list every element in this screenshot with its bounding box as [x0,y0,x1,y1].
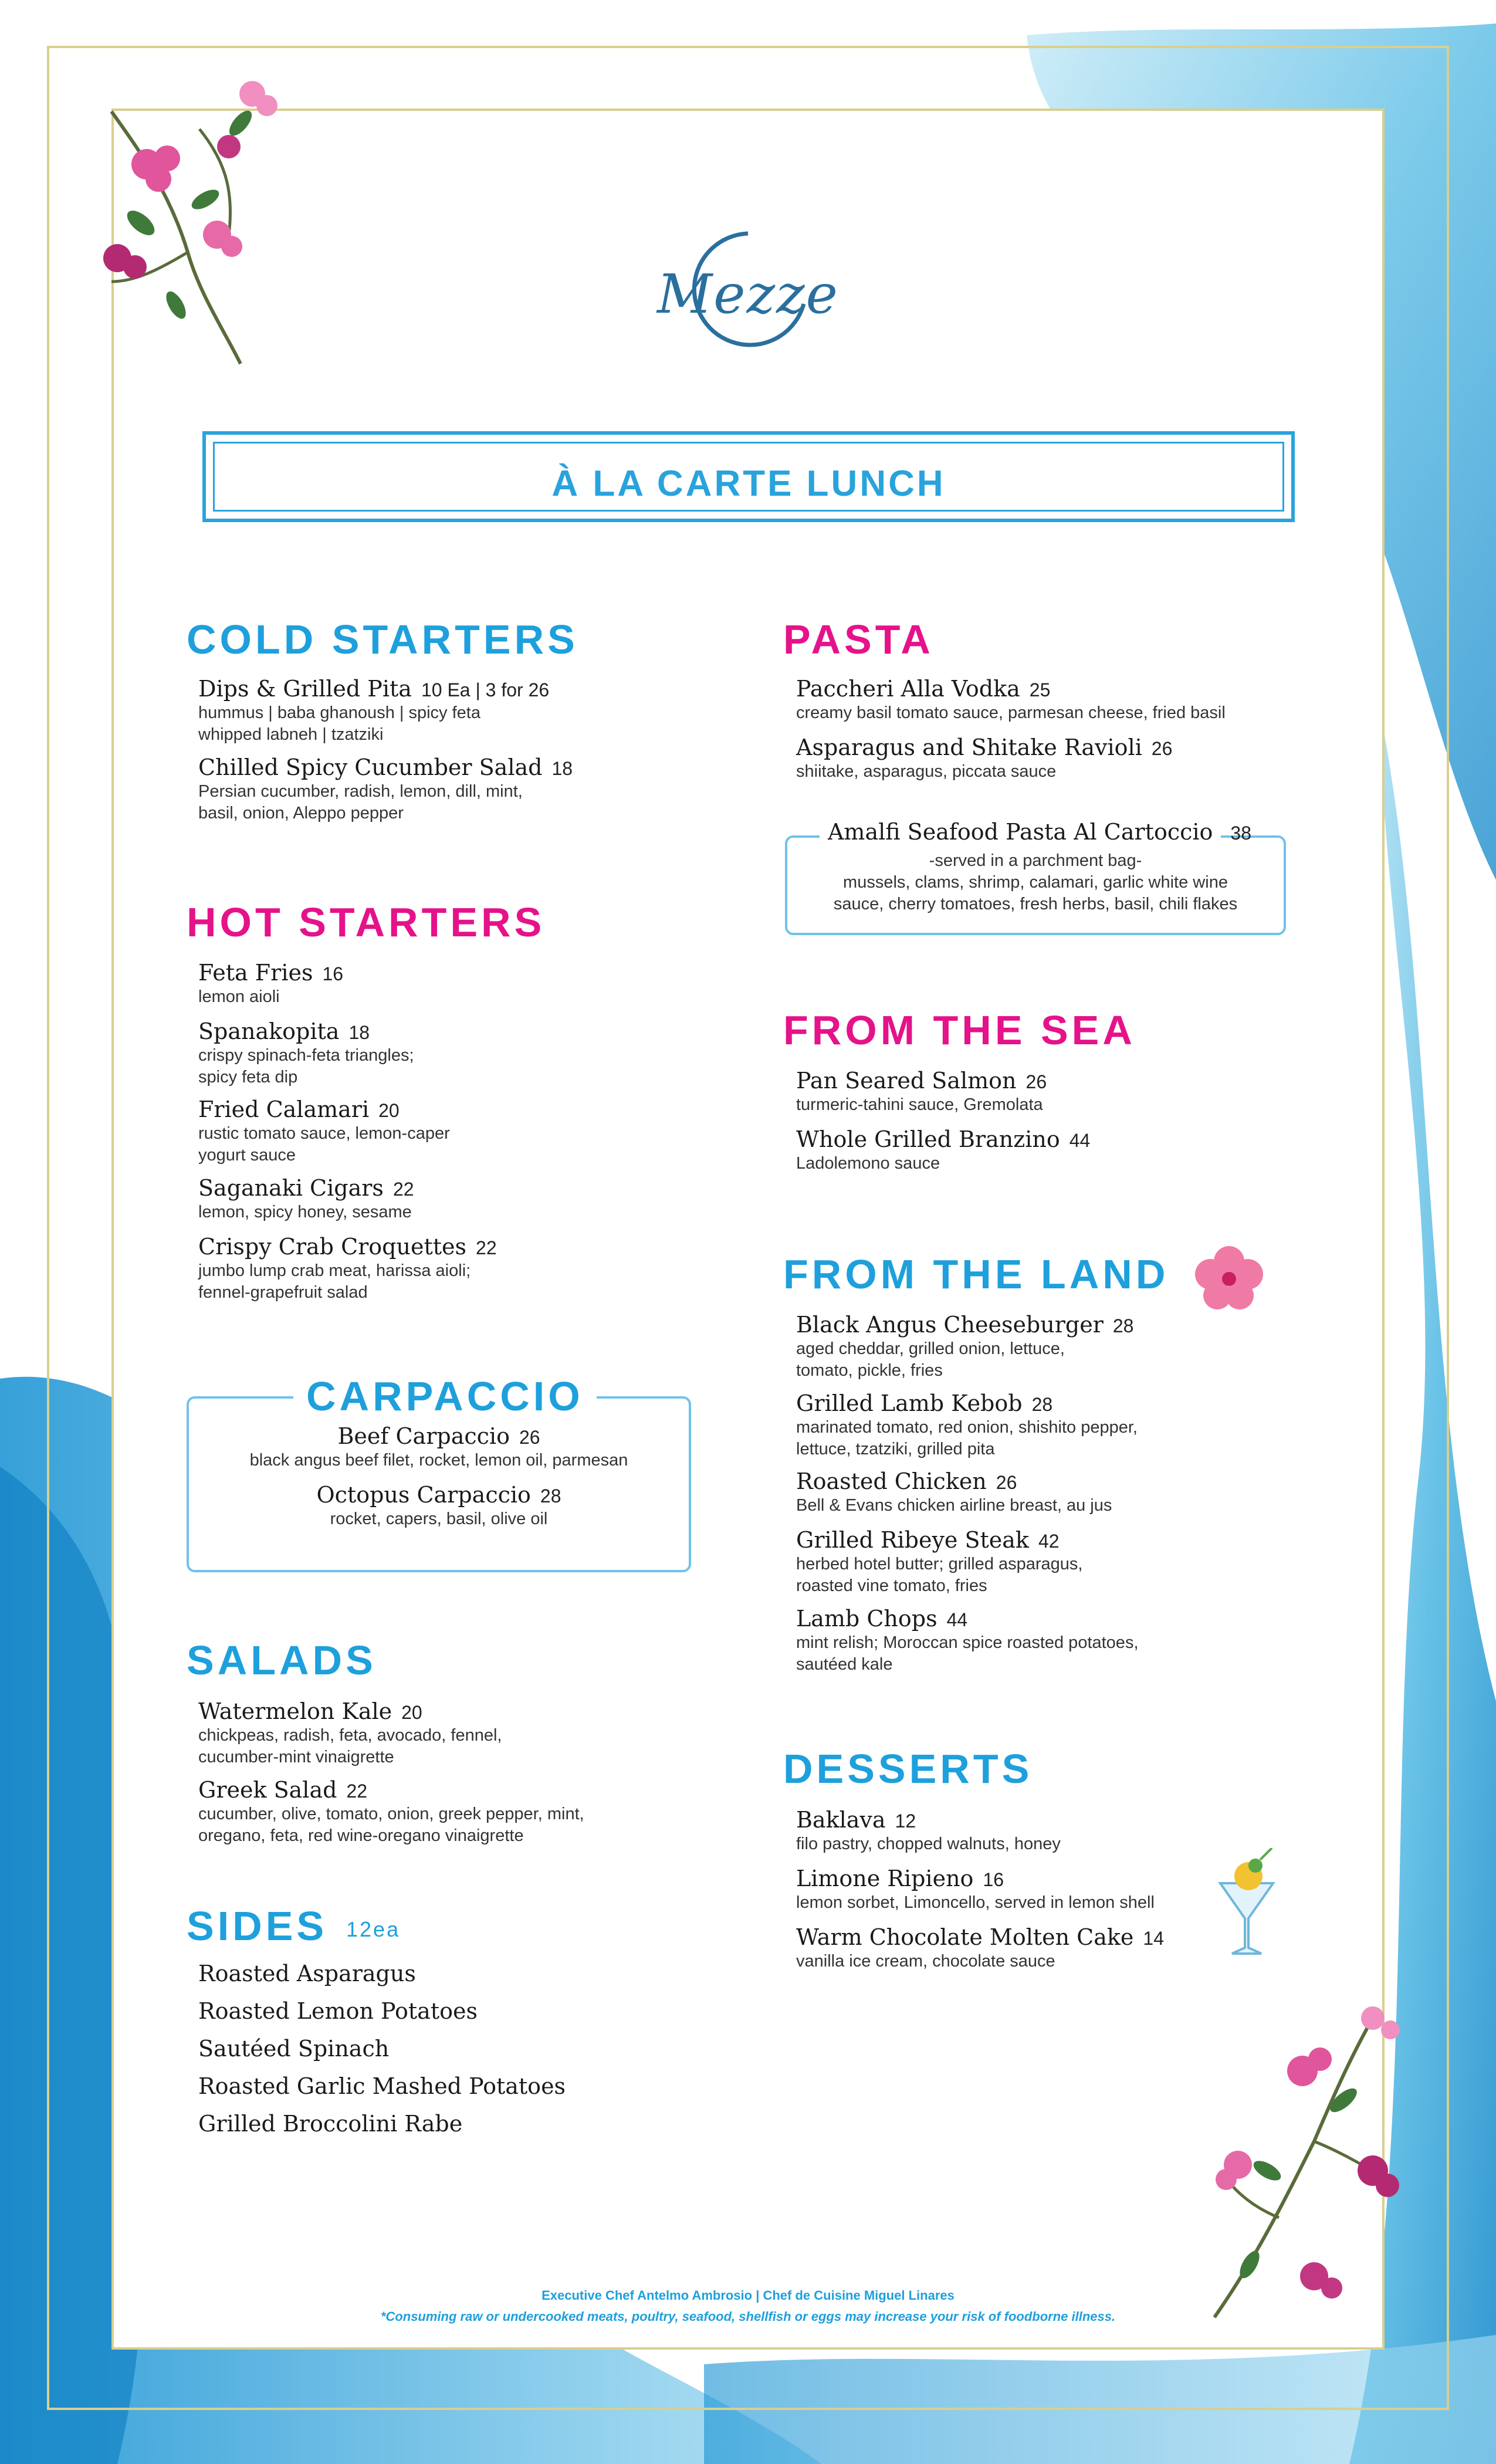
menu-item: Chilled Spicy Cucumber Salad 18 Persian cucumber, radish, lemon, dill, mint, basil, onion, Aleppo pepper [198,754,573,823]
side-item: Roasted Garlic Mashed Potatoes [198,2073,566,2099]
side-item: Roasted Asparagus [198,1961,416,1986]
side-item: Sautéed Spinach [198,2036,390,2062]
menu-item: Whole Grilled Branzino 44 Ladolemono sauce [796,1126,1091,1173]
menu-item: Roasted Chicken 26 Bell & Evans chicken airline breast, au jus [796,1468,1112,1515]
menu-item: Baklava 12 filo pastry, chopped walnuts, honey [796,1807,1061,1853]
menu-item: Watermelon Kale 20 chickpeas, radish, feta, avocado, fennel, cucumber-mint vinaigrette [198,1698,502,1766]
menu-item: Dips & Grilled Pita 10 Ea | 3 for 26 hummus | baba ghanoush | spicy feta whipped labneh | tzatziki [198,676,550,744]
section-title-desserts: DESSERTS [783,1746,1033,1792]
menu-title-frame [202,431,1295,522]
menu-item: Feta Fries 16 lemon aioli [198,960,344,1006]
menu-item: Beef Carpaccio 26 black angus beef filet, rocket, lemon oil, parmesan [249,1423,628,1470]
section-title-hot-starters: HOT STARTERS [187,899,546,945]
menu-item: Amalfi Seafood Pasta Al Cartoccio 38 -served in a parchment bag- mussels, clams, shrimp, calamari, garlic white wine sauce, cherry tomatoes, fresh herbs, basil, chili flakes [785,819,1286,915]
menu-item: Saganaki Cigars 22 lemon, spicy honey, sesame [198,1175,414,1221]
menu-item: Warm Chocolate Molten Cake 14 vanilla ice cream, chocolate sauce [796,1924,1165,1971]
menu-item: Black Angus Cheeseburger 28 aged cheddar, grilled onion, lettuce, tomato, pickle, fries [796,1312,1134,1380]
cocktail-glass-icon [1214,1848,1279,1959]
menu-item: Lamb Chops 44 mint relish; Moroccan spice roasted potatoes, sautéed kale [796,1606,1139,1674]
menu-item: Grilled Lamb Kebob 28 marinated tomato, red onion, shishito pepper, lettuce, tzatziki, grilled pita [796,1390,1138,1458]
bougainvillea-flower-icon [1197,1995,1408,2323]
menu-item: Greek Salad 22 cucumber, olive, tomato, onion, greek pepper, mint, oregano, feta, red wine-oregano vinaigrette [198,1777,584,1845]
section-title-from-the-sea: FROM THE SEA [783,1007,1136,1053]
section-title-cold-starters: COLD STARTERS [187,617,578,662]
section-title-from-the-land: FROM THE LAND [783,1251,1169,1297]
menu-item: Asparagus and Shitake Ravioli 26 shiitake, asparagus, piccata sauce [796,735,1173,781]
menu-item: Octopus Carpaccio 28 rocket, capers, basil, olive oil [316,1482,561,1528]
menu-title: À LA CARTE LUNCH [551,463,946,504]
menu-item: Limone Ripieno 16 lemon sorbet, Limoncello, served in lemon shell [796,1866,1155,1912]
section-title-pasta: PASTA [783,617,934,662]
side-item: Roasted Lemon Potatoes [198,1998,478,2024]
sides-price-note: 12ea [346,1917,401,1941]
logo-text: Mezze [656,263,840,326]
menu-item: Crispy Crab Croquettes 22 jumbo lump crab meat, harissa aioli; fennel-grapefruit salad [198,1234,497,1302]
menu-item: Fried Calamari 20 rustic tomato sauce, lemon-caper yogurt sauce [198,1096,450,1165]
menu-item: Pan Seared Salmon 26 turmeric-tahini sauce, Gremolata [796,1068,1047,1114]
footer-chefs: Executive Chef Antelmo Ambrosio | Chef de Cuisine Miguel Linares [541,2288,955,2303]
section-title-sides: SIDES [187,1903,328,1949]
mezze-logo [639,222,857,357]
bougainvillea-flower-icon [88,59,287,375]
hibiscus-flower-icon [1194,1245,1264,1309]
side-item: Grilled Broccolini Rabe [198,2111,463,2137]
section-title-carpaccio: CARPACCIO [293,1373,597,1420]
section-title-salads: SALADS [187,1637,377,1683]
menu-item: Spanakopita 18 crispy spinach-feta triangles; spicy feta dip [198,1018,414,1087]
menu-item: Grilled Ribeye Steak 42 herbed hotel butter; grilled asparagus, roasted vine tomato, fries [796,1527,1083,1595]
menu-item: Paccheri Alla Vodka 25 creamy basil tomato sauce, parmesan cheese, fried basil [796,676,1226,722]
footer-disclaimer: *Consuming raw or undercooked meats, poultry, seafood, shellfish or eggs may increase your risk of foodborne illness. [380,2309,1116,2324]
